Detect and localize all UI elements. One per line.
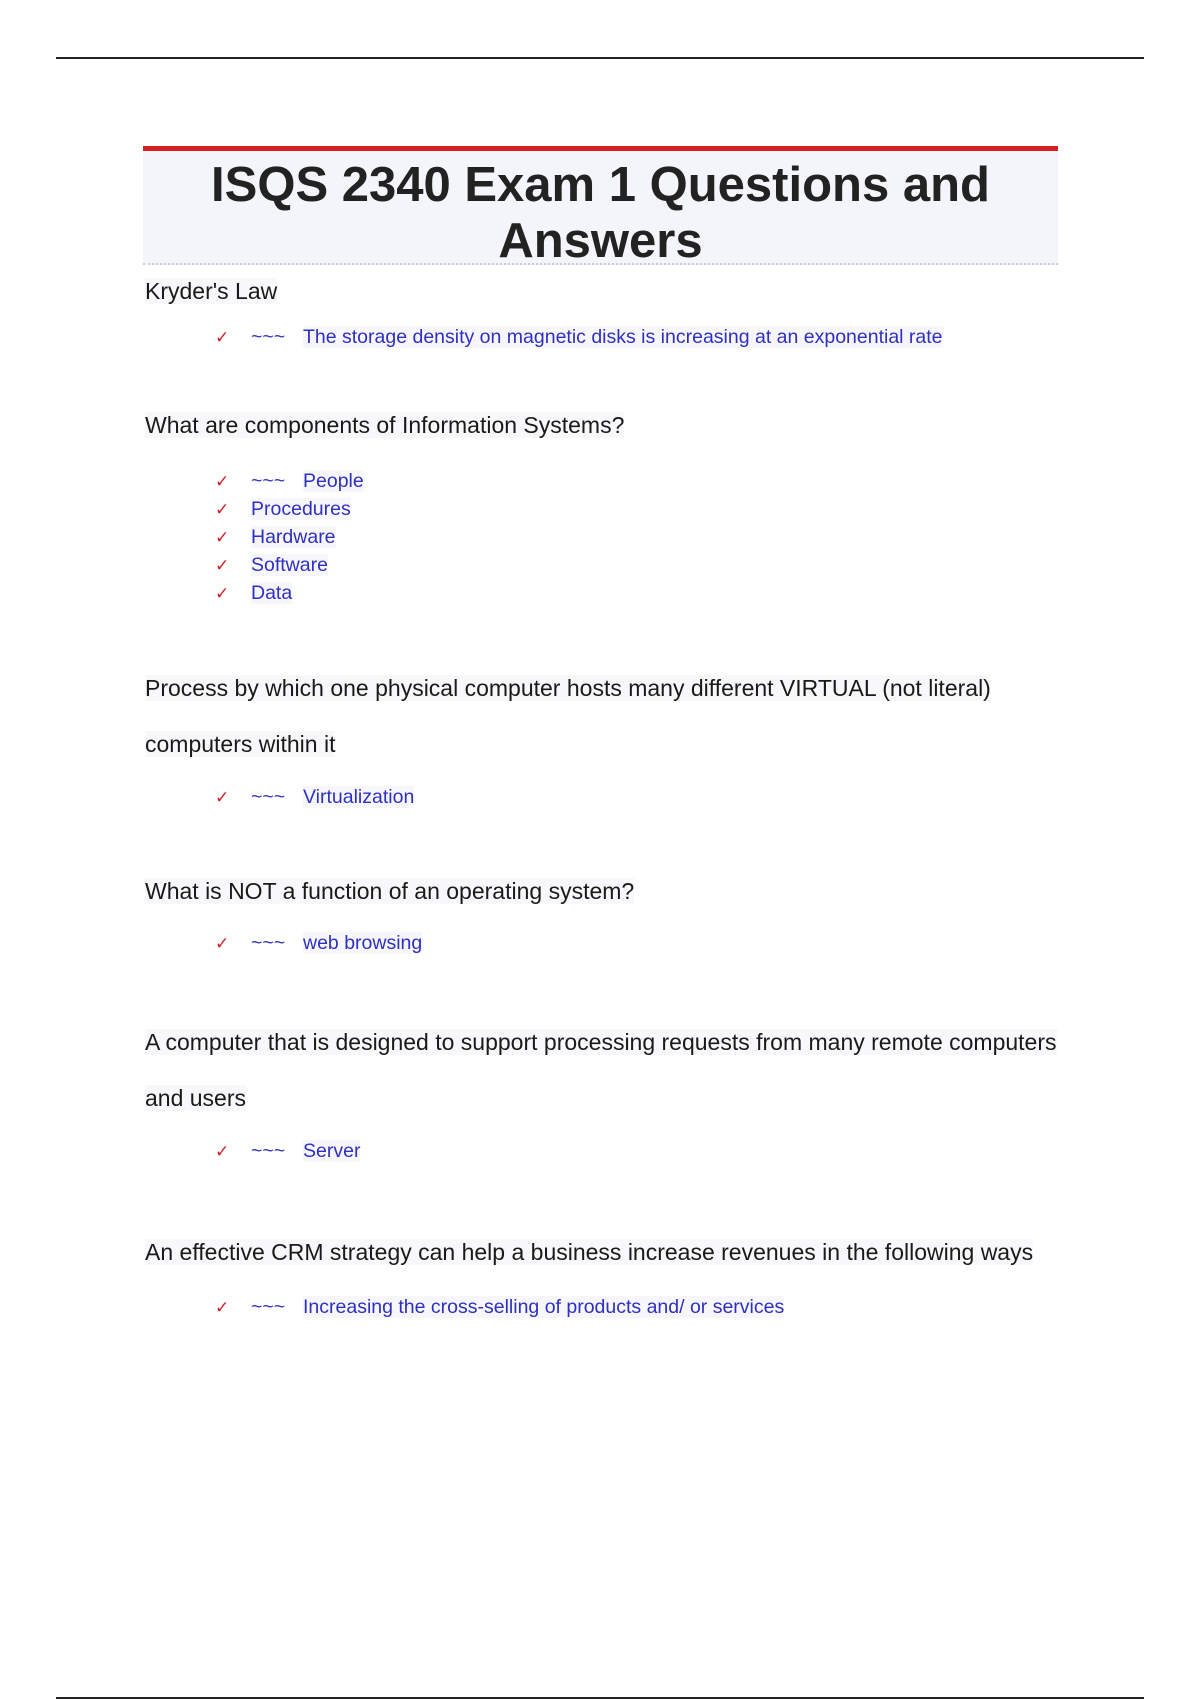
check-icon: ✓	[215, 1298, 230, 1318]
answer-prefix: ~~~	[251, 470, 286, 492]
check-icon: ✓	[215, 788, 230, 808]
qa-item	[145, 660, 1065, 812]
answer-item: ✓ ~~~ Virtualization	[215, 784, 1065, 812]
answer-item: ✓ Software	[215, 552, 1065, 580]
answer-item: ✓ ~~~ Server	[215, 1138, 1065, 1166]
check-icon: ✓	[215, 528, 230, 548]
answer-item: ✓ Hardware	[215, 524, 1065, 552]
answer-prefix: ~~~	[251, 786, 286, 808]
answer-item: ✓ ~~~ Increasing the cross-selling of products and/ or services	[215, 1294, 1065, 1322]
question: A computer that is designed to support processing requests from many remote computers and users	[145, 1029, 1057, 1111]
answer-prefix: ~~~	[251, 326, 286, 348]
question: Process by which one physical computer hosts many different VIRTUAL (not literal) computers within it	[145, 675, 991, 757]
check-icon: ✓	[215, 328, 230, 348]
page-top-rule	[56, 57, 1144, 59]
check-icon: ✓	[215, 584, 230, 604]
qa-item	[145, 1014, 1065, 1166]
title-banner	[143, 146, 1058, 268]
check-icon: ✓	[215, 934, 230, 954]
answer-list	[145, 468, 1065, 608]
answer-item: ✓ Procedures	[215, 496, 1065, 524]
answer-prefix: ~~~	[251, 1140, 286, 1162]
answer-item: ✓ ~~~ People	[215, 468, 1065, 496]
page-bottom-rule	[56, 1697, 1144, 1699]
qa-item	[145, 1224, 1065, 1322]
qa-item	[145, 404, 1065, 608]
answer-prefix: ~~~	[251, 932, 286, 954]
qa-item	[145, 870, 1065, 958]
answer-list	[145, 930, 1065, 958]
question: An effective CRM strategy can help a business increase revenues in the following ways	[145, 1239, 1034, 1265]
question: Kryder's Law	[145, 278, 278, 304]
question: What is NOT a function of an operating system?	[145, 878, 635, 904]
check-icon: ✓	[215, 1142, 230, 1162]
qa-item	[145, 270, 1065, 352]
answer-list	[145, 784, 1065, 812]
answer-list	[145, 1294, 1065, 1322]
answer-prefix: ~~~	[251, 1296, 286, 1318]
answer-item: ✓ ~~~ web browsing	[215, 930, 1065, 958]
answer-list	[145, 324, 1065, 352]
answer-item: ✓ ~~~ The storage density on magnetic disks is increasing at an exponential rate	[215, 324, 1065, 352]
qa-list	[145, 270, 1065, 1322]
document-title: ISQS 2340 Exam 1 Questions and Answers	[211, 158, 990, 268]
answer-item: ✓ Data	[215, 580, 1065, 608]
check-icon: ✓	[215, 472, 230, 492]
answer-list	[145, 1138, 1065, 1166]
check-icon: ✓	[215, 500, 230, 520]
question: What are components of Information Systems?	[145, 412, 625, 438]
check-icon: ✓	[215, 556, 230, 576]
